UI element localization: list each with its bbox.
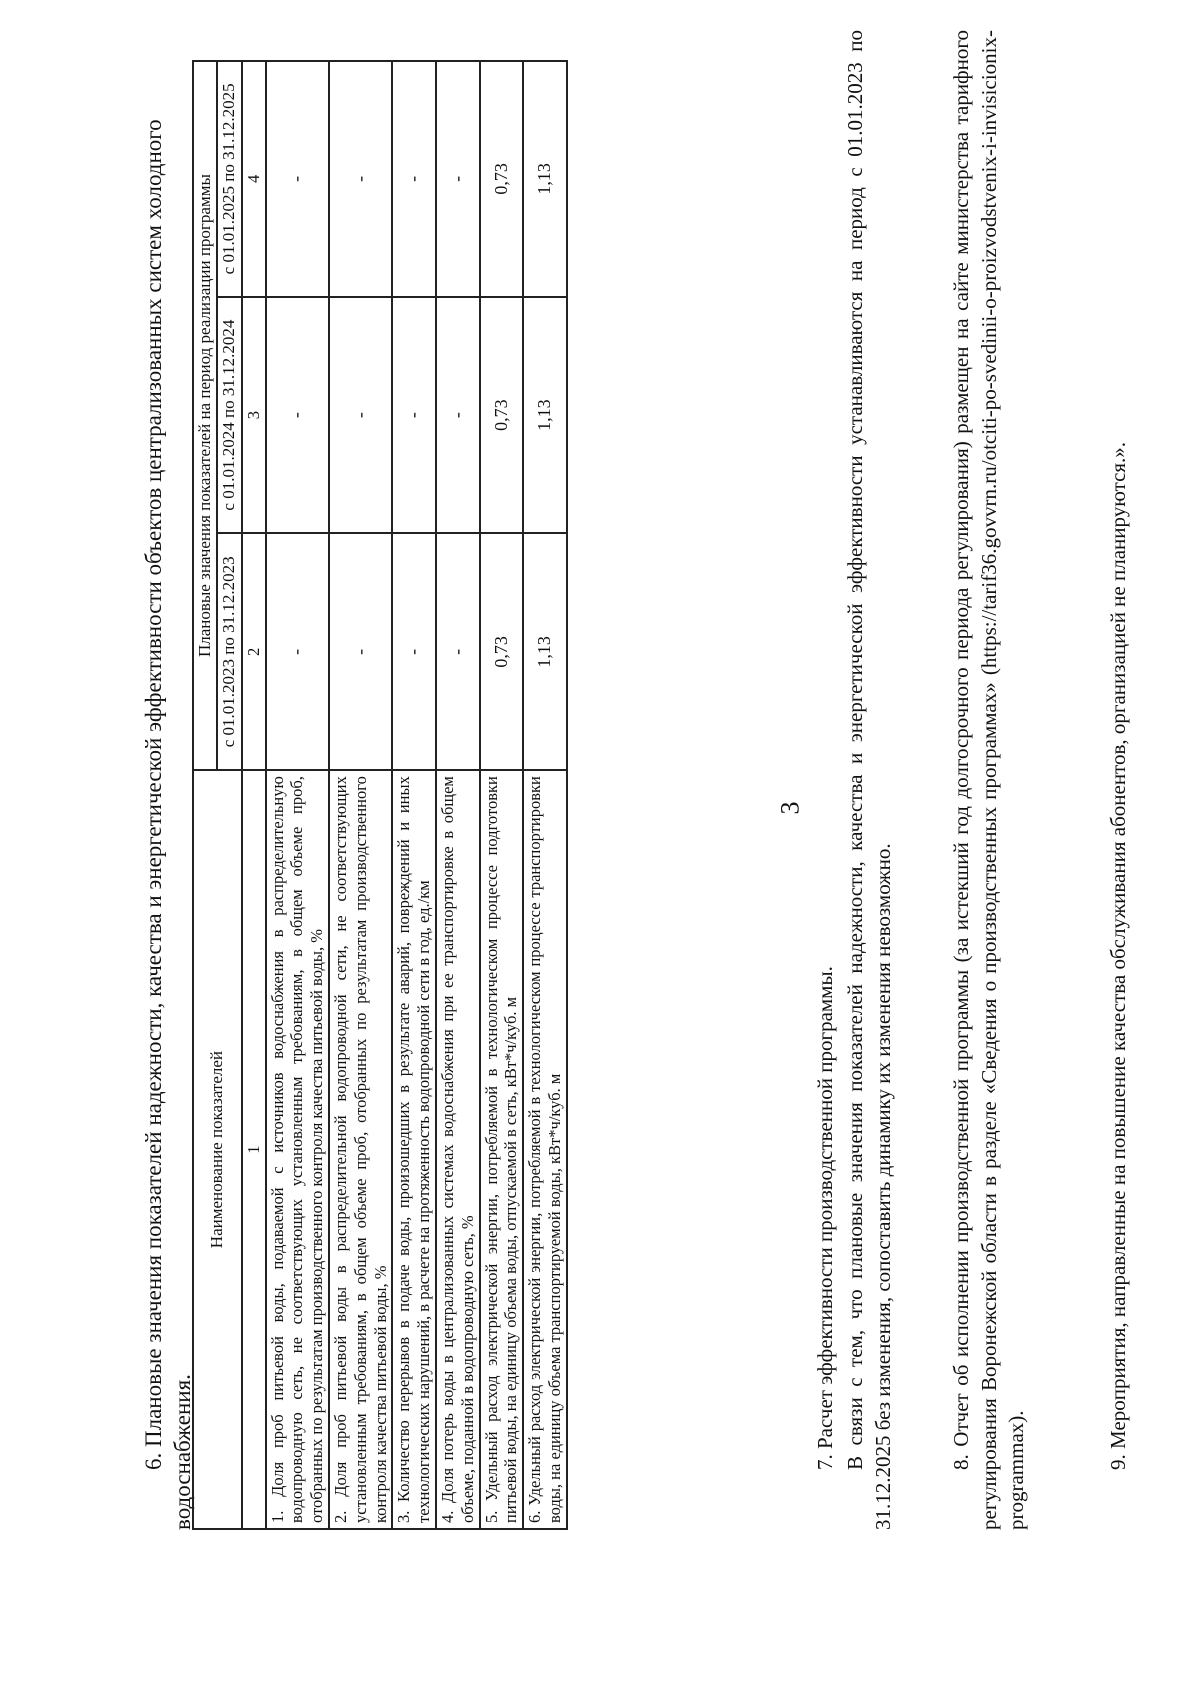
- table-row: [266, 61, 329, 1529]
- table-row: [392, 61, 436, 1529]
- column-header-plan: Плановые значения показателей на период реализации программы: [193, 61, 217, 770]
- section-9-text: 9. Мероприятия, направленные на повышение качества обслуживания абонентов, организацией не планируются.».: [1106, 441, 1130, 1470]
- indicator-name: 2. Доля проб питьевой воды в распределительной водопроводной сети, не соответствующих установленным требованиям, в общем объеме проб, отобранных по результатам производственного контроля качества питьевой воды, %: [329, 770, 392, 1529]
- column-number: 3: [242, 297, 266, 534]
- indicator-value: -: [266, 297, 329, 534]
- indicator-value: 1,13: [523, 61, 567, 297]
- section-6-heading: 6. Плановые значения показателей надежности, качества и энергетической эффективности объектов централизованных систем холодного водоснабжения.: [141, 119, 195, 1530]
- indicators-table: [192, 60, 568, 1530]
- indicator-value: 0,73: [480, 61, 524, 297]
- column-number: 4: [242, 61, 266, 297]
- indicator-value: -: [436, 61, 480, 297]
- indicator-value: -: [329, 61, 392, 297]
- page-number: 3: [775, 801, 805, 815]
- column-number: 2: [242, 533, 266, 770]
- column-header-name: Наименование показателей: [193, 770, 242, 1529]
- column-header-period-2023: с 01.01.2023 по 31.12.2023: [217, 533, 241, 770]
- indicator-value: 0,73: [480, 297, 524, 534]
- indicator-value: -: [392, 297, 436, 534]
- indicator-name: 3. Количество перерывов в подаче воды, произошедших в результате аварий, повреждений и иных технологических нарушений, в расчете на протяженность водопроводной сети в год, ед./км: [392, 770, 436, 1529]
- indicator-value: 0,73: [480, 533, 524, 770]
- indicator-value: -: [329, 533, 392, 770]
- indicator-name: 1. Доля проб питьевой воды, подаваемой с источников водоснабжения в распределительную водопроводную сеть, не соответствующих установленным требованиям, в общем объеме проб, отобранных по результатам производственного контроля качества питьевой воды, %: [266, 770, 329, 1529]
- table-row: [480, 61, 524, 1529]
- section-7-text: В связи с тем, что плановые значения показателей надежности, качества и энергетической эффективности устанавливаются на период с 01.01.2023 по 31.12.2025 без изменения, сопоставить динамику их изменения невозможно.: [843, 30, 895, 1530]
- indicator-name: 6. Удельный расход электрической энергии, потребляемой в технологическом процессе транспортировки воды, на единицу объема транспортируемой воды, кВт*ч/куб. м: [523, 770, 567, 1529]
- table-row: [329, 61, 392, 1529]
- indicator-value: -: [436, 297, 480, 534]
- rotated-page-content: [140, 0, 1200, 1570]
- column-header-period-2024: с 01.01.2024 по 31.12.2024: [217, 297, 241, 534]
- indicator-value: 1,13: [523, 297, 567, 534]
- section-8-text: 8. Отчет об исполнении производственной программы (за истекший год долгосрочного периода регулирования) размещен на сайте министерства тарифного регулирования Воронежской области в разделе «Сведения о производственных программах» (https://tarif36.govvrn.ru/otciti-po-svedinii-o-proizvodstvenix-i-invisicionix-programmax).: [949, 30, 1029, 1530]
- indicator-value: -: [436, 533, 480, 770]
- table-row: [436, 61, 480, 1529]
- column-number: 1: [242, 770, 266, 1529]
- indicator-value: -: [266, 533, 329, 770]
- indicator-value: -: [392, 533, 436, 770]
- indicator-name: 4. Доля потерь воды в централизованных системах водоснабжения при ее транспортировке в общем объеме, поданной в водопроводную сеть, %: [436, 770, 480, 1529]
- section-7-title: 7. Расчет эффективности производственной программы.: [813, 966, 837, 1470]
- indicator-value: -: [392, 61, 436, 297]
- indicator-value: -: [329, 297, 392, 534]
- indicator-value: -: [266, 61, 329, 297]
- table-row: [523, 61, 567, 1529]
- indicator-name: 5. Удельный расход электрической энергии, потребляемой в технологическом процессе подготовки питьевой воды, на единицу объема воды, отпускаемой в сеть, кВт*ч/куб. м: [480, 770, 524, 1529]
- column-header-period-2025: с 01.01.2025 по 31.12.2025: [217, 61, 241, 297]
- indicator-value: 1,13: [523, 533, 567, 770]
